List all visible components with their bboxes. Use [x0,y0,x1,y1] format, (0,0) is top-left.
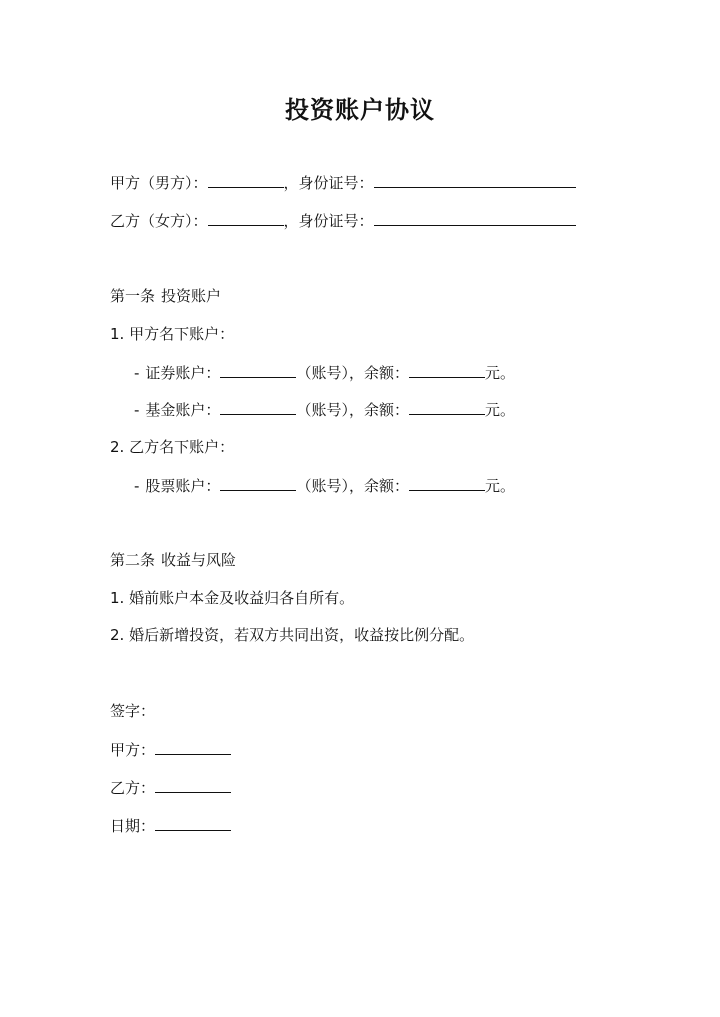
account-number-blank [220,475,296,491]
article1-item1: 1. 甲方名下账户： [110,325,235,343]
signature-date-label: 日期： [110,817,156,835]
party-b-label: 乙方（女方）： [110,212,208,230]
party-a-name-blank [208,172,284,188]
document-title: 投资账户协议 [285,96,435,124]
bullet: - [134,477,140,495]
unit-label: 元。 [484,401,515,419]
article2-item2: 2. 婚后新增投资，若双方共同出资，收益按比例分配。 [110,626,475,644]
signature-party-b [110,777,231,798]
signature-date-blank [155,815,231,831]
signature-heading: 签字： [110,702,156,720]
balance-blank [409,362,485,378]
signature-party-a-label: 甲方： [110,741,156,759]
signature-party-a [110,739,231,760]
article2-number: 第二条 [110,551,156,569]
party-b-line [110,210,576,231]
account-number-label: （账号），余额： [296,401,409,419]
account-number-blank [220,362,296,378]
party-a-label: 甲方（男方）： [110,174,208,192]
bullet: - [134,401,140,419]
account-name: 基金账户： [145,401,221,419]
party-a-line [110,172,576,193]
account-name: 股票账户： [145,477,221,495]
signature-party-a-blank [155,739,231,755]
article1-item2: 2. 乙方名下账户： [110,438,235,456]
unit-label: 元。 [484,477,515,495]
article1-title: 投资账户 [161,287,222,305]
signature-date [110,815,231,836]
party-a-id-blank [374,172,576,188]
article2-item1: 1. 婚前账户本金及收益归各自所有。 [110,589,355,607]
account-line-fund [134,399,515,420]
article2-title: 收益与风险 [161,551,237,569]
balance-blank [409,399,485,415]
article2-heading [110,550,236,570]
bullet: - [134,364,140,382]
party-b-name-blank [208,210,284,226]
account-number-label: （账号），余额： [296,364,409,382]
balance-blank [409,475,485,491]
party-b-id-blank [374,210,576,226]
account-number-label: （账号），余额： [296,477,409,495]
unit-label: 元。 [484,364,515,382]
party-a-id-label: ，身份证号： [283,174,374,192]
signature-party-b-label: 乙方： [110,779,156,797]
account-line-stock [134,475,515,496]
account-line-securities [134,362,515,383]
account-number-blank [220,399,296,415]
signature-party-b-blank [155,777,231,793]
article1-number: 第一条 [110,287,156,305]
party-b-id-label: ，身份证号： [283,212,374,230]
account-name: 证券账户： [145,364,221,382]
article1-heading [110,286,221,306]
